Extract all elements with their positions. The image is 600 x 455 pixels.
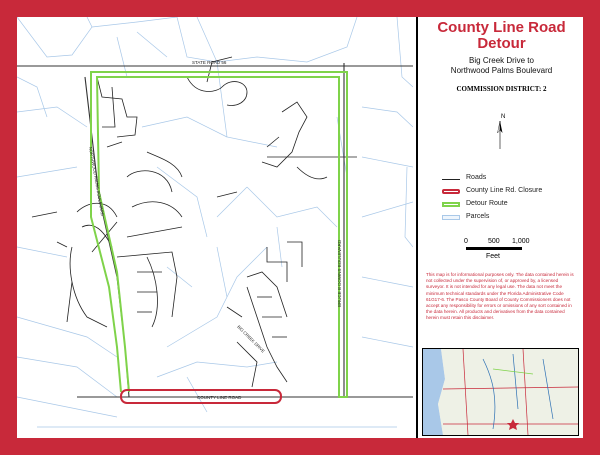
info-panel: County Line Road Detour Big Creek Drive to Northwood Palms Boulevard COMMISSION DISTRICT: 2 N Roads County Line Rd. Closure Detour Route Parcels 0 500 1,000 Feet This map is for informational purposes only. The data contained herein is not collected under the supervision of, or approved by, a licensed surveyor. It is not intended for any legal use. The data not meet the minimum technical standards under the Florida Administrative Code 61G17-6. The Pasco County Board of County Commissioners does not accept any responsibility for errors or omissions of any sort contained in the data herein. All products and derivatives from the data contained herein must retain this disclaimer. <box>416 17 583 438</box>
label-northwood-palms: NORTHWOOD PALMS BOULEVARD <box>88 146 106 217</box>
subtitle-line2: Northwood Palms Boulevard <box>450 66 553 75</box>
label-state-road: STATE ROAD 56 <box>192 60 227 65</box>
north-arrow-icon <box>492 109 508 151</box>
detour-swatch-icon <box>442 202 460 207</box>
label-county-line: COUNTY LINE ROAD <box>197 395 242 400</box>
label-big-creek: BIG CREEK DRIVE <box>236 324 266 354</box>
inset-locator-map[interactable] <box>422 348 579 436</box>
closure-swatch-icon <box>442 189 460 194</box>
scale-bar-graphic <box>466 247 522 250</box>
parcels-swatch-icon <box>442 215 460 220</box>
map-frame <box>17 17 583 438</box>
detour-map[interactable] <box>17 17 413 438</box>
subtitle-line1: Big Creek Drive to <box>469 56 534 65</box>
svg-text:N: N <box>501 114 506 120</box>
label-bruce-b-downs: BRUCE B DOWNS BOULEVARD <box>337 239 342 307</box>
disclaimer: This map is for informational purposes only. The data contained herein is not collected under the supervision of, or approved by, a licensed surveyor. It is not intended for any legal use. The data not meet the minimum technical standards under the Florida Administrative Code 61G17-6. The Pasco County Board of County Commissioners does not accept any responsibility for errors or omissions of any sort contained in the data herein. All products and derivatives from the data contained herein must retain this disclaimer. <box>426 272 574 321</box>
roads-swatch-icon <box>442 179 460 180</box>
map-title-line1: County Line Road <box>437 19 566 36</box>
commission-district: COMMISSION DISTRICT: 2 <box>456 85 547 93</box>
map-title-line2: Detour <box>477 35 526 52</box>
